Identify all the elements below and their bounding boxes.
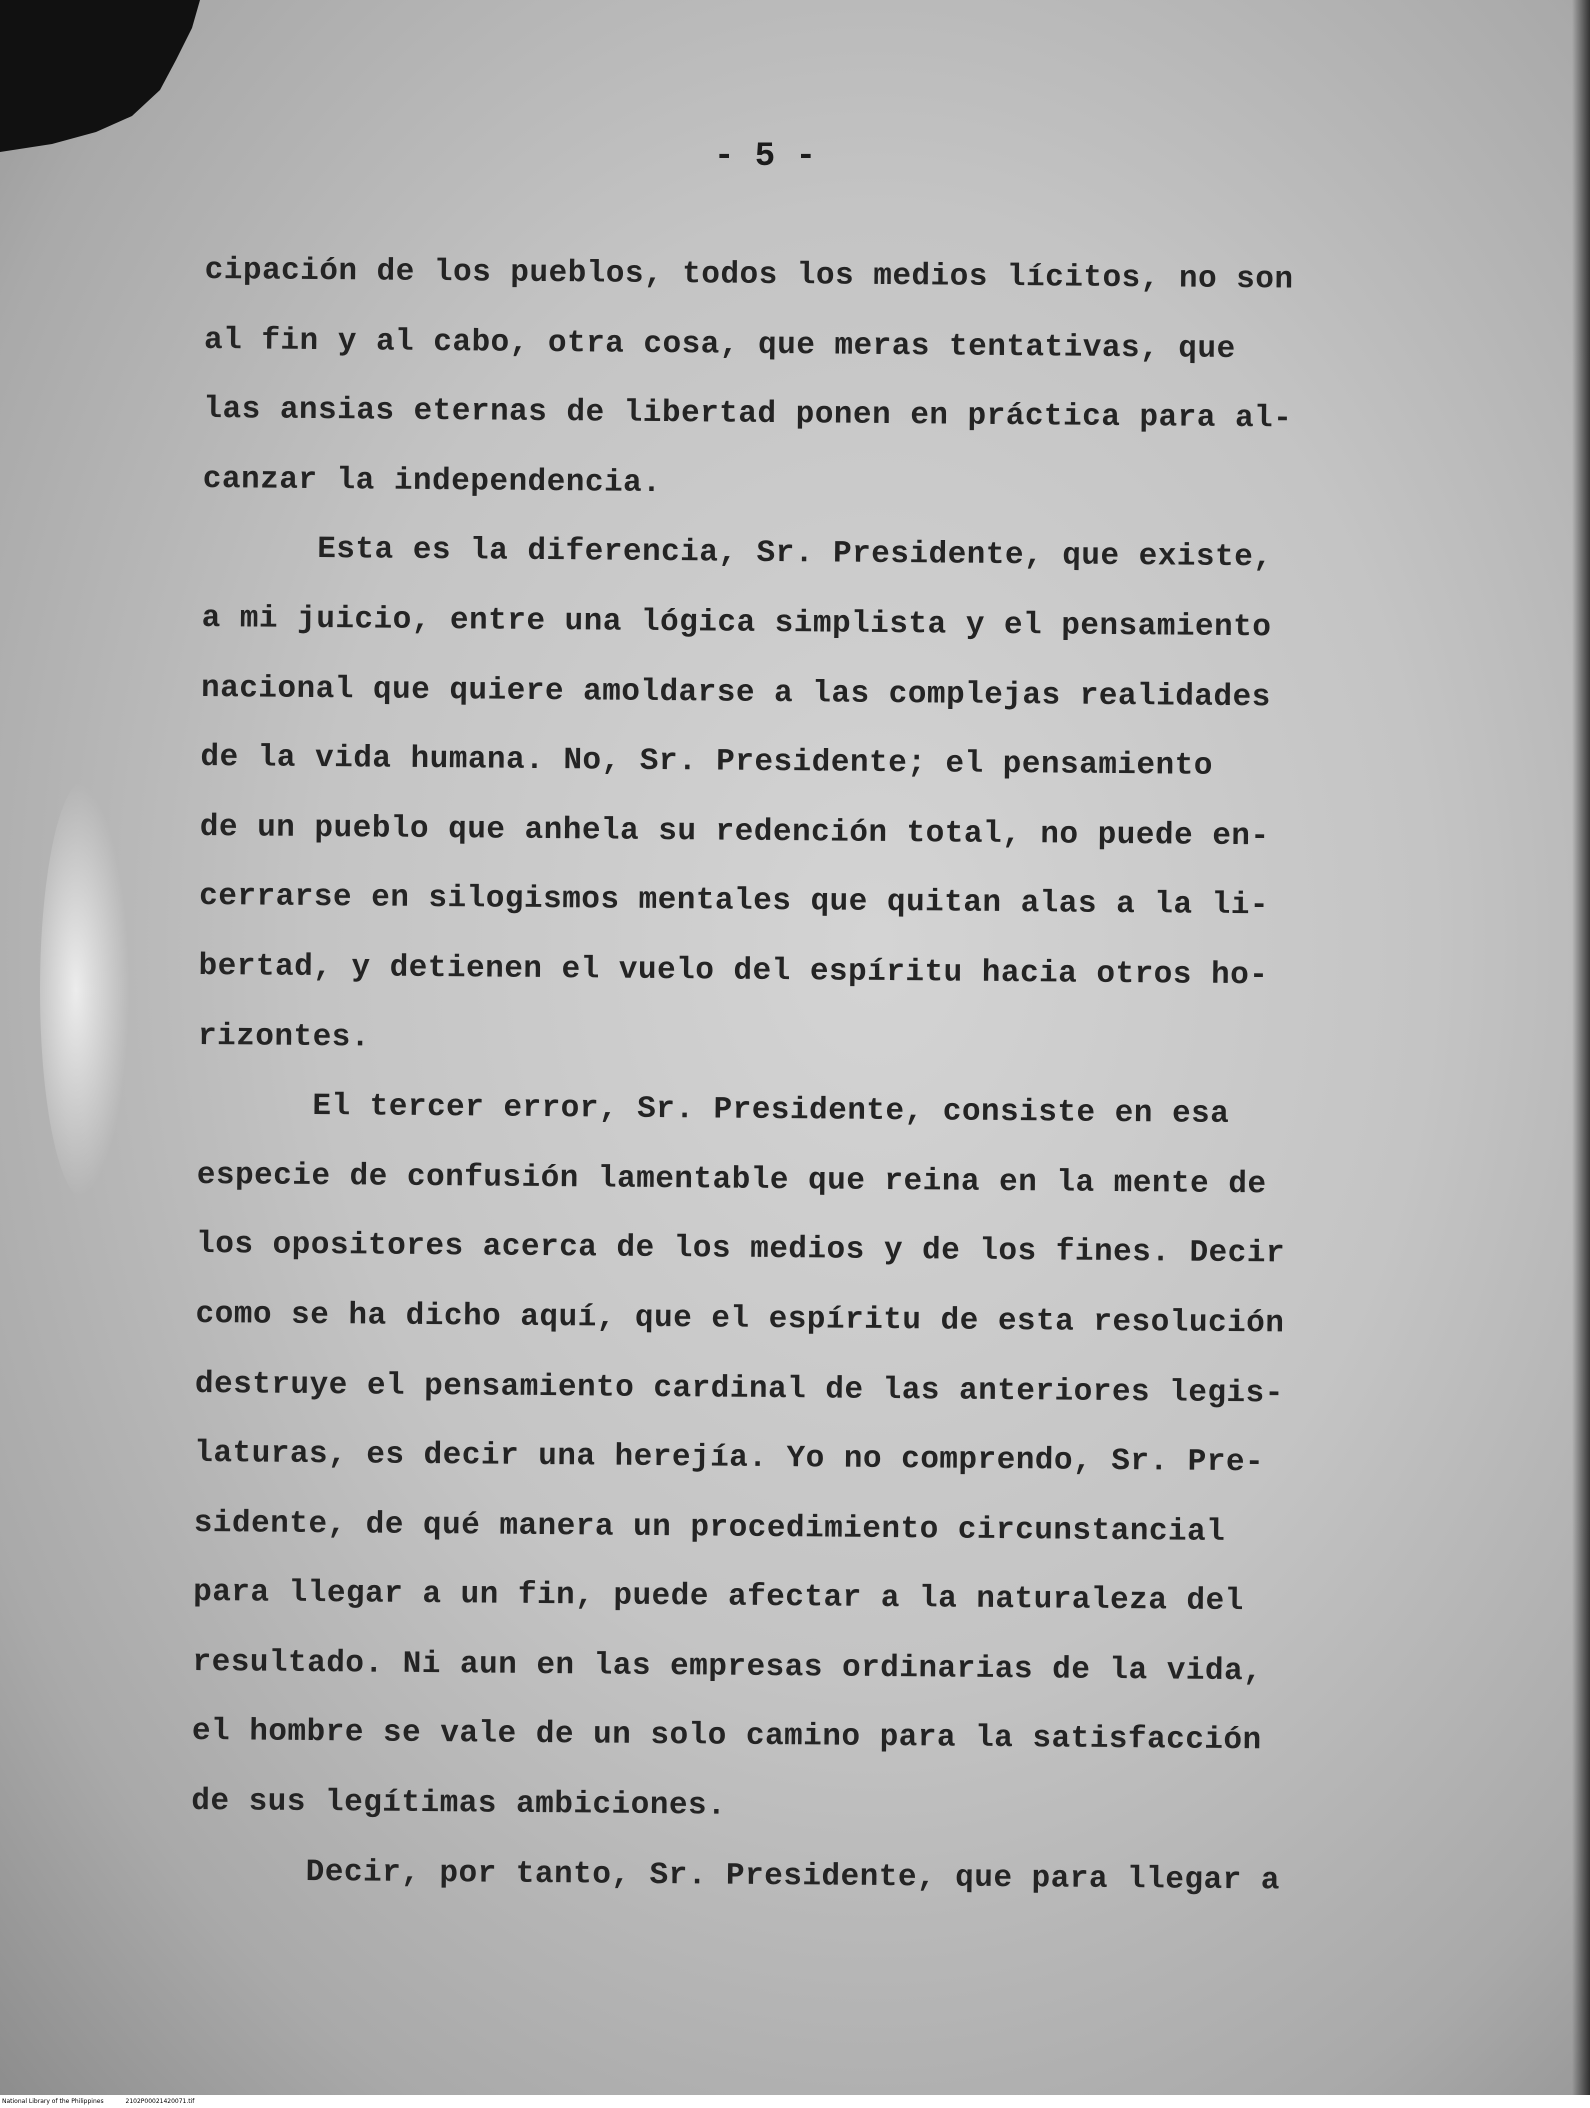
footer-file-id: 2102P00021420071.tif [125,2098,195,2105]
footer-library: National Library of the Philippines [2,2098,104,2105]
light-glare [40,780,130,1200]
text-line: Decir, por tanto, Sr. Presidente, que para llegar a [305,1854,1281,1899]
text-line: laturas, es decir una herejía. Yo no comprendo, Sr. Pre- [194,1436,1265,1481]
text-line: como se ha dicho aquí, que el espíritu de esta resolución [195,1296,1285,1342]
text-line: al fin y al cabo, otra cosa, que meras tentativas, que [203,322,1236,367]
text-line: sidente, de qué manera un procedimiento circunstancial [193,1505,1226,1550]
body-text [190,236,1435,1917]
text-line: los opositores acerca de los medios y de los fines. Decir [196,1227,1286,1272]
text-line: cerrarse en silogismos mentales que quitan alas a la li- [199,879,1270,924]
text-line: El tercer error, Sr. Presidente, consiste en esa [312,1089,1230,1133]
text-line: nacional que quiere amoldarse a las complejas realidades [200,670,1271,715]
text-line: bertad, y detienen el vuelo del espíritu hacia otros ho- [198,948,1269,994]
text-line: rizontes. [197,1018,371,1056]
text-line: cipación de los pueblos, todos los medios lícitos, no son [204,252,1294,298]
text-line: de un pueblo que anhela su redención total, no puede en- [199,809,1270,855]
text-line: especie de confusión lamentable que reina en la mente de [196,1157,1267,1203]
text-line: destruye el pensamiento cardinal de las anteriores legis- [194,1366,1284,1411]
page-number: - 5 - [713,138,817,176]
scan-footer [0,2095,1590,2108]
text-line: de la vida humana. No, Sr. Presidente; el pensamiento [200,740,1214,784]
text-line: de sus legítimas ambiciones. [191,1784,727,1824]
text-line: el hombre se vale de un solo camino para la satisfacción [191,1714,1262,1759]
text-line: para llegar a un fin, puede afectar a la naturaleza del [193,1575,1244,1620]
text-line: las ansias eternas de libertad ponen en práctica para al- [203,392,1293,437]
text-line: canzar la independencia. [202,461,662,501]
edge-shadow [1572,0,1590,2095]
text-line: resultado. Ni aun en las empresas ordinarias de la vida, [192,1644,1263,1690]
text-line: a mi juicio, entre una lógica simplista y el pensamiento [201,600,1272,646]
text-line: Esta es la diferencia, Sr. Presidente, que existe, [317,532,1273,576]
